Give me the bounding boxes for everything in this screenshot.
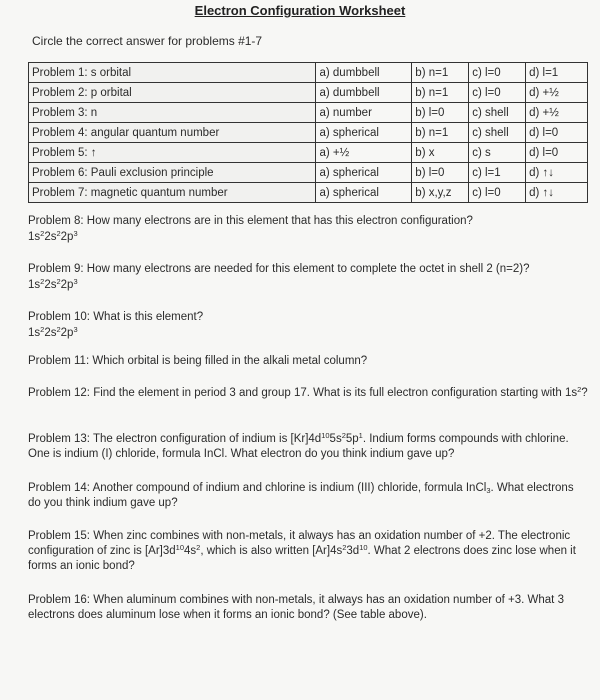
answer-table <box>28 62 588 203</box>
option-d[interactable]: d) ↑↓ <box>526 163 588 183</box>
option-c[interactable]: c) shell <box>469 103 526 123</box>
option-a[interactable]: a) dumbbell <box>316 83 412 103</box>
problem-10 <box>28 310 588 341</box>
problem-8-text: Problem 8: How many electrons are in this element that has this electron configuration? <box>28 215 473 227</box>
table-row <box>29 143 588 163</box>
problem-cell: Problem 3: n <box>29 103 316 123</box>
option-a[interactable]: a) spherical <box>316 183 412 203</box>
problem-cell: Problem 5: ↑ <box>29 143 316 163</box>
problem-10-configuration: $1s^22s^22p^3$ <box>28 325 78 339</box>
problem-15: Problem 15: When zinc combines with non-metals, it always has an oxidation number of +2. The electronic configuration of zinc is $[Ar]3d^{10}4s^2$, which is also written $[Ar]4s^23d^{10}$. What 2 electrons does zinc lose when it forms an ionic bond? <box>28 530 576 572</box>
problem-cell: Problem 2: p orbital <box>29 83 316 103</box>
problem-10-text: Problem 10: What is this element? <box>28 311 204 323</box>
problem-cell: Problem 7: magnetic quantum number <box>29 183 316 203</box>
problem-8 <box>28 214 588 245</box>
option-d[interactable]: d) ↑↓ <box>526 183 588 203</box>
problem-8-configuration: $1s^22s^22p^3$ <box>28 229 78 243</box>
option-a[interactable]: a) spherical <box>316 163 412 183</box>
option-c[interactable]: c) s <box>469 143 526 163</box>
table-row <box>29 63 588 83</box>
problem-11: Problem 11: Which orbital is being filled in the alkali metal column? <box>28 355 368 367</box>
problem-13: Problem 13: The electron configuration of indium is $[Kr]4d^{10}5s^25p^1$. Indium forms compounds with chlorine. One is indium (I) chloride, formula InCl. What electron do you think indium gave up? <box>28 431 569 460</box>
problem-9 <box>28 262 588 293</box>
option-c[interactable]: c) l=0 <box>469 83 526 103</box>
option-d[interactable]: d) l=0 <box>526 123 588 143</box>
table-row <box>29 103 588 123</box>
table-row <box>29 163 588 183</box>
option-b[interactable]: b) n=1 <box>412 123 469 143</box>
instructions: Circle the correct answer for problems #1-7 <box>32 34 263 48</box>
option-d[interactable]: d) +½ <box>526 83 588 103</box>
option-b[interactable]: b) x,y,z <box>412 183 469 203</box>
problem-14: Problem 14: Another compound of indium and chlorine is indium (III) chloride, formula InCl$_3$. What electrons do you think indium gave up? <box>28 482 574 509</box>
option-c[interactable]: c) l=1 <box>469 163 526 183</box>
option-b[interactable]: b) x <box>412 143 469 163</box>
table-row <box>29 123 588 143</box>
option-a[interactable]: a) dumbbell <box>316 63 412 83</box>
table-row <box>29 183 588 203</box>
problem-9-configuration: $1s^22s^22p^3$ <box>28 277 78 291</box>
worksheet-title: Electron Configuration Worksheet <box>194 3 406 18</box>
problem-cell: Problem 4: angular quantum number <box>29 123 316 143</box>
option-a[interactable]: a) +½ <box>316 143 412 163</box>
option-c[interactable]: c) l=0 <box>469 63 526 83</box>
option-a[interactable]: a) number <box>316 103 412 123</box>
option-d[interactable]: d) +½ <box>526 103 588 123</box>
problem-16: Problem 16: When aluminum combines with non-metals, it always has an oxidation number of +3. What 3 electrons does aluminum lose when it forms an ionic bond? (See table above). <box>28 594 564 621</box>
option-b[interactable]: b) l=0 <box>412 163 469 183</box>
option-b[interactable]: b) n=1 <box>412 83 469 103</box>
option-d[interactable]: d) l=1 <box>526 63 588 83</box>
problem-cell: Problem 1: s orbital <box>29 63 316 83</box>
problem-cell: Problem 6: Pauli exclusion principle <box>29 163 316 183</box>
problem-12: Problem 12: Find the element in period 3 and group 17. What is its full electron configuration starting with $1s^2$? <box>28 385 588 399</box>
problem-9-text: Problem 9: How many electrons are needed for this element to complete the octet in shell 2 (n=2)? <box>28 263 530 275</box>
option-b[interactable]: b) n=1 <box>412 63 469 83</box>
option-c[interactable]: c) l=0 <box>469 183 526 203</box>
option-a[interactable]: a) spherical <box>316 123 412 143</box>
option-c[interactable]: c) shell <box>469 123 526 143</box>
option-b[interactable]: b) l=0 <box>412 103 469 123</box>
table-row <box>29 83 588 103</box>
option-d[interactable]: d) l=0 <box>526 143 588 163</box>
